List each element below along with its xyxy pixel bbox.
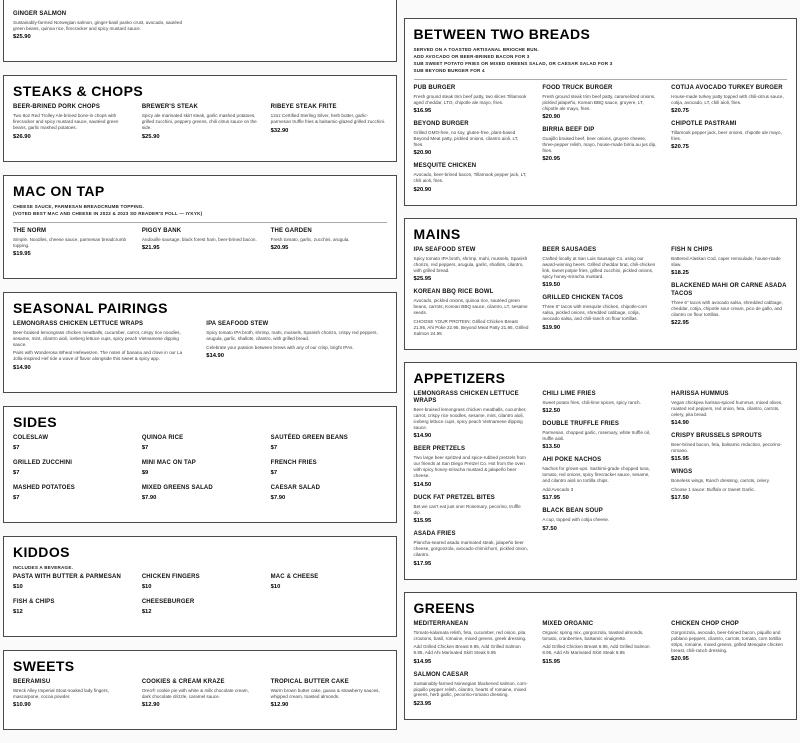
section-title: MAC ON TAP (13, 182, 105, 199)
item-price: $15.95 (413, 518, 432, 525)
item-price: $7 (13, 444, 20, 451)
item-price: $7.50 (542, 525, 557, 532)
section-column (414, 391, 530, 574)
section-column (271, 679, 387, 717)
menu-item (271, 485, 387, 501)
menu-item (414, 495, 530, 524)
item-note: Celebrate your passion between brews with any of our crisp, bright IPAs. (206, 344, 354, 350)
section-column (671, 85, 787, 200)
section-column (13, 104, 129, 148)
section-subtitle: (VOTED BEST MAC AND CHEESE IN 2022 & 2023 SD READER'S POLL — IYKYK) (13, 210, 203, 216)
item-name: DOUBLE TRUFFLE FRIES (542, 421, 619, 428)
section-column (142, 679, 258, 717)
item-name: DUCK FAT PRETZEL BITES (413, 494, 495, 501)
item-name: LEMONGRASS CHICKEN LETTUCE WRAPS (413, 390, 519, 405)
menu-item (671, 621, 787, 662)
menu-item (13, 599, 129, 615)
item-name: WINGS (671, 469, 693, 476)
menu-item (13, 11, 193, 40)
section-subtitle: CHEESE SAUCE, PARMESAN BREADCRUMB TOPPING. (13, 203, 144, 209)
item-description: Oreo® cookie pie with white & milk chocolate cream, dark chocolate drizzle, caramel sauce. (141, 687, 249, 699)
item-note: Add Grilled Chicken Breast 6.95, Add Grilled Salmon 8.95, Add Ahi Marinated Skirt Steak 9.95 (542, 644, 650, 656)
item-name: COTIJA AVOCADO TURKEY BURGER (671, 84, 783, 91)
item-name: BLACK BEAN SOUP (542, 508, 603, 515)
item-description: Fresh tomato, garlic, zucchini, arugula. (270, 236, 350, 242)
item-name: IPA SEAFOOD STEW (206, 321, 269, 328)
item-price: $32.90 (270, 127, 289, 134)
menu-section (3, 175, 397, 279)
item-description: Beer-brined bacon, feta, balsamic reduction, pecorino-romano. (671, 441, 782, 453)
item-name: MEDITERRANEAN (413, 620, 469, 627)
item-price: $14.90 (671, 419, 689, 426)
item-note: Add Grilled Chicken Breast 6.95, Add Grilled Salmon 9.95, Add Ahi Marinated Skirt Steak 9.95 (413, 644, 521, 656)
item-name: AHI POKE NACHOS (542, 457, 602, 464)
item-name: FOOD TRUCK BURGER (542, 84, 613, 91)
item-description: Beer-braised lemongrass chicken meatballs, cucumber, carrot, crispy rice noodles, sesame, mint, cilantro aioli, iceberg lettuce cups, spicy peach Vietnamese dipping sauce. (13, 330, 181, 347)
item-price: $12 (141, 608, 152, 615)
menu-section (3, 406, 397, 523)
item-name: PIGGY BANK (141, 227, 182, 234)
menu-item (271, 460, 387, 476)
section-column (206, 11, 386, 49)
item-description: Organic spring mix, gorgonzola, toasted almonds, tomato, cranberries, balsamic vinaigrette. (542, 629, 644, 641)
item-name: FISH & CHIPS (13, 598, 55, 605)
section-column (142, 228, 258, 266)
section-subtitle: SUB SWEET POTATO FRIES OR MIXED GREENS SALAD, OR CAESAR SALAD FOR 3 (413, 60, 613, 66)
item-name: ASADA FRIES (413, 531, 456, 538)
section-title: SWEETS (13, 657, 75, 674)
item-price: $21.95 (141, 245, 160, 252)
item-price: $23.95 (413, 700, 432, 707)
menu-item (671, 283, 787, 326)
section-column (13, 228, 129, 266)
item-name: MINI MAC ON TAP (141, 459, 196, 466)
item-price: $20.90 (542, 113, 561, 120)
menu-item (271, 104, 387, 133)
item-price: $14.90 (13, 364, 31, 371)
section-subtitle: SUB BEYOND BURGER FOR 4 (413, 67, 485, 73)
item-name: MASHED POTATOES (13, 484, 75, 491)
section-column (271, 574, 387, 624)
section-column (13, 679, 129, 717)
menu-item (142, 104, 258, 139)
item-description: Plancha-seared asada marinated steak, jalapeño beer cheese, gorgonzola, avocado-chimichurri, pickled onion, cilantro. (413, 540, 528, 558)
menu-item (542, 508, 658, 531)
item-price: $14.90 (413, 433, 432, 440)
section-columns (13, 228, 387, 266)
section-columns (414, 85, 788, 200)
menu-item (671, 469, 787, 501)
item-price: $19.90 (542, 324, 561, 331)
section-column (271, 435, 387, 510)
menu-item (13, 104, 129, 139)
section-column (414, 621, 530, 714)
item-description: Parmesan, chopped garlic, rosemary, white truffle oil, truffle aioli. (542, 430, 651, 441)
item-name: GINGER SALMON (13, 11, 67, 17)
menu-item (671, 85, 787, 114)
item-description: Tomato-kalamata relish, feta, cucumber, red onion, pita croutons, basil, romaine, mixed greens, greek dressing. (413, 629, 527, 641)
item-note: Add Avocado 3 (542, 486, 574, 492)
menu-item (13, 485, 129, 501)
section-column (271, 104, 387, 148)
item-price: $19.95 (13, 251, 31, 258)
item-price: $10 (141, 583, 152, 590)
item-price: $12.90 (141, 702, 160, 709)
menu-section (404, 218, 798, 350)
item-name: QUINOA RICE (141, 434, 184, 441)
item-price: $20.75 (671, 144, 689, 151)
menu-item (414, 163, 530, 192)
section-title: BETWEEN TWO BREADS (413, 26, 591, 42)
item-note: CHOOSE YOUR PROTEIN: Grilled Chicken Breast 21.95, Ahi Poke 22.95, Beyond Meat Patty 21.95, Grilled Salmon 24.95 (413, 318, 529, 336)
item-price: $25.90 (13, 34, 31, 41)
item-name: COLESLAW (13, 434, 49, 441)
menu-item (271, 228, 387, 251)
menu-column-left (3, 0, 397, 743)
menu-item (414, 391, 530, 440)
item-price: $12.50 (542, 408, 561, 415)
item-price: $7 (13, 494, 20, 501)
menu-item (271, 679, 387, 708)
item-price: $7 (13, 469, 20, 476)
section-subtitle: SERVED ON A TOASTED ARTISANAL BRIOCHE BUN. (413, 47, 539, 52)
menu-item (542, 247, 658, 288)
item-price: $7.90 (270, 494, 286, 501)
item-name: MESQUITE CHICKEN (413, 163, 477, 170)
item-description: 12oz Certified Sterling Silver, herb butter, garlic-parmesan truffle fries & balsamic-glazed grilled zucchini. (270, 113, 386, 125)
item-price: $15.95 (671, 456, 689, 463)
item-description: Warm brown butter cake, guava & strawberry sauces, whipped cream, toasted almonds. (270, 687, 380, 699)
item-price: $12.90 (270, 702, 289, 709)
menu-item (414, 289, 530, 336)
item-price: $18.25 (671, 270, 689, 277)
item-price: $13.50 (542, 444, 561, 451)
item-price: $10 (13, 583, 23, 590)
item-price: $22.95 (671, 320, 689, 327)
item-price: $17.50 (671, 495, 689, 502)
item-price: $7 (270, 469, 278, 476)
item-price: $26.90 (13, 133, 31, 140)
item-price: $15.95 (542, 658, 561, 665)
item-description: Sustainably-farmed Norwegian blackened salmon, corn-piquillo pepper relish, cilantro, hearts of romaine, mixed greens, herb garlic, pecorino-romano dressing. (413, 680, 528, 698)
item-price: $25.95 (413, 276, 432, 283)
item-description: Two large beer spritzed and spice-rubbed pretzels from our friends at San Diego Pretzel Co. Hot from the oven with spicy honey-sriracha mustard & jalapeño beer cheese. (413, 455, 526, 479)
menu-item (142, 599, 258, 615)
item-name: HARISSA HUMMUS (671, 390, 729, 397)
menu-item (671, 391, 787, 426)
item-name: GRILLED CHICKEN TACOS (542, 295, 624, 302)
item-price: $7 (141, 444, 149, 451)
section-column (542, 247, 658, 344)
section-column (542, 621, 658, 714)
item-description: Wreck Alley Imperial Stout-soaked lady fingers, mascarpone, cocoa powder. (13, 687, 109, 699)
section-columns (13, 11, 387, 49)
item-description: Simple. Noodles, cheese sauce, parmesan breadcrumb topping. (13, 236, 127, 248)
menu-item (542, 295, 658, 330)
section-columns (414, 247, 788, 344)
menu-column-right (404, 0, 798, 732)
section-column (13, 11, 193, 49)
menu-item (13, 228, 129, 257)
item-description: Avocado, beer-brined bacon, Tillamook pepper jack, LT, chili aioli, fries. (413, 172, 527, 184)
menu-item (414, 121, 530, 156)
item-description: Bet we can't eat just one! Rosemary, pecorino, truffle dip. (413, 503, 521, 515)
item-name: GRILLED ZUCCHINI (13, 459, 73, 466)
item-note: Pairs with Wonderosa Wheat Hefeweizen. The notes of banana and clove in our La Jolla-inspired Hef ride a wave of flavor alongside this sweet & spicy app. (13, 350, 183, 362)
item-price: $20.95 (542, 156, 561, 163)
item-description: Spicy tomato IPA broth, shrimp, mahi, mussels, Spanish chorizo, crispy red peppers, arugula, garlic, shallots, cilantro, with grilled bread. (206, 330, 378, 342)
item-price: $20.90 (413, 186, 432, 193)
section-title: STEAKS & CHOPS (13, 83, 144, 100)
item-description: Fresh ground steak trim beef patty, caramelized onions, pickled jalapeño, Korean BBQ sauce, gruyere, LT, chipotle ale mayo, fries. (542, 93, 656, 111)
section-columns (414, 621, 788, 714)
menu-section (3, 650, 397, 730)
menu-item (671, 121, 787, 150)
section-column (671, 621, 787, 714)
menu-item (542, 621, 658, 665)
item-name: TROPICAL BUTTER CAKE (270, 678, 349, 685)
item-name: BEER-BRINED PORK CHOPS (13, 104, 100, 111)
item-name: MIXED ORGANIC (542, 620, 594, 627)
item-price: $12 (13, 608, 23, 615)
menu-item (142, 435, 258, 451)
section-subtitle: ADD AVOCADO OR BEER-BRINED BACON FOR 3 (413, 53, 530, 59)
item-description: Grilled GMO-free, no soy, gluten-free, plant-based Beyond Meat patty, pickled onions, cilantro aioli, LT, fries. (413, 130, 519, 147)
item-price: $10 (270, 583, 281, 590)
item-price: $20.90 (413, 150, 432, 157)
menu-item (542, 127, 658, 162)
menu-item (414, 247, 530, 282)
item-name: LEMONGRASS CHICKEN LETTUCE WRAPS (13, 321, 144, 328)
item-name: FRENCH FRIES (270, 459, 317, 466)
section-column (13, 321, 193, 380)
item-name: SAUTÉED GREEN BEANS (270, 434, 348, 441)
menu-item (13, 321, 193, 371)
section-column (206, 321, 386, 380)
menu-item (271, 435, 387, 451)
item-description: Beer-braised lemongrass chicken meatballs, cucumber, carrot, crispy rice noodles, sesame, mint, cilantro aioli, iceberg lettuce cups, spicy peach Vietnamese dipping sauce. (413, 407, 527, 430)
section-title: KIDDOS (13, 543, 70, 560)
item-description: Sweet potato fries, chili-lime spices, spicy ranch. (542, 399, 641, 405)
section-columns (13, 321, 387, 380)
menu-section (404, 18, 798, 206)
item-name: SALMON CAESAR (413, 671, 469, 678)
menu-item (13, 460, 129, 476)
item-name: BREWER'S STEAK (141, 104, 199, 111)
item-price: $20.75 (671, 108, 689, 114)
item-name: MIXED GREENS SALAD (141, 484, 213, 491)
item-description: Boneless wings, Ranch dressing, carrots, celery. (671, 478, 770, 484)
item-description: Nachos for grown-ups. Sashimi-grade chopped tuna, tomato, red onions, spicy firecracker sauce, sesame, and cilantro aioli on tortilla chips. (542, 466, 650, 484)
item-price: $7.90 (141, 494, 157, 501)
menu-section (3, 536, 397, 637)
item-price: $20.95 (270, 245, 289, 252)
section-title: SEASONAL PAIRINGS (13, 300, 168, 317)
item-price: $17.95 (413, 560, 432, 567)
section-column (13, 574, 129, 624)
item-description: Guajillo braised beef, beer onions, gruyere cheese, three-pepper relish, mayo, house-made birria au jus dip, fries. (542, 135, 657, 153)
item-description: Fresh ground steak trim beef patty, two slices Tillamook aged cheddar, LTO, chipotle ale mayo, fries. (413, 93, 527, 105)
menu-item (142, 485, 258, 501)
item-description: Three 6" tacos with avocado salsa, shredded cabbage, cheddar, cotija, chipotle sour cream, pico de gallo, and cilantro on flour tortillas. (671, 299, 783, 317)
item-price: $25.90 (141, 133, 160, 140)
menu-item (142, 460, 258, 476)
menu-item (206, 321, 386, 359)
menu-section (3, 0, 397, 62)
section-column (671, 247, 787, 344)
section-title: GREENS (413, 599, 476, 616)
item-name: FISH N CHIPS (671, 246, 713, 253)
item-description: Two 8oz Red Trolley Ale-brined bone-in chops with firecracker and spicy mustard sauce, sautéed green beans, garlic mashed potatoes. (13, 113, 119, 131)
section-columns (13, 679, 387, 717)
menu-section (404, 592, 798, 720)
section-subtitle: INCLUDES A BEVERAGE. (13, 564, 74, 570)
item-name: CHICKEN CHOP CHOP (671, 620, 739, 627)
menu-item (13, 679, 129, 708)
menu-item (671, 433, 787, 462)
item-price: $14.95 (413, 658, 432, 665)
item-name: BEYOND BURGER (413, 121, 469, 127)
section-columns (13, 435, 387, 510)
menu-section (3, 75, 397, 161)
item-name: CHILI LIME FRIES (542, 390, 596, 397)
item-name: PUB BURGER (413, 84, 456, 91)
item-price: $10.90 (13, 702, 31, 709)
item-description: Spicy ale marinated skirt steak, garlic mashed potatoes, grilled zucchini, peppery greens, chili citrus sauce on the side. (141, 113, 257, 131)
item-name: BEER SAUSAGES (542, 246, 597, 253)
item-price: $19.50 (542, 282, 561, 289)
section-divider (414, 79, 788, 80)
section-column (271, 228, 387, 266)
menu-section (404, 362, 798, 580)
item-name: MAC & CHEESE (270, 573, 319, 580)
menu-item (542, 457, 658, 501)
menu-item (13, 435, 129, 451)
item-description: Three 6" tacos with mesquite chicken, chipotle-corn salsa, pickled onions, shredded cabbage, cotija, avocado salsa, and chili-ranch on flour tortillas. (542, 304, 648, 322)
item-description: Tillamook pepper jack, beer onions, chipotle ale mayo, fries. (671, 130, 782, 141)
item-name: BEER PRETZELS (413, 446, 466, 453)
section-column (414, 247, 530, 344)
item-description: Andouille sausage, black forest ham, beer-brined bacon. (141, 236, 257, 242)
section-columns (13, 104, 387, 148)
menu-item (671, 247, 787, 276)
item-name: RIBEYE STEAK FRITE (270, 104, 337, 111)
section-column (542, 85, 658, 200)
item-name: BEERAMISU (13, 678, 51, 685)
menu-section (3, 292, 397, 393)
item-price: $20.95 (671, 656, 689, 663)
section-column (13, 435, 129, 510)
item-name: BLACKENED MAHI OR CARNE ASADA TACOS (671, 283, 787, 297)
menu-item (414, 672, 530, 707)
section-title: SIDES (13, 413, 58, 430)
menu-item (142, 574, 258, 590)
section-columns (414, 391, 788, 574)
item-name: PASTA WITH BUTTER & PARMESAN (13, 573, 121, 580)
item-name: KOREAN BBQ RICE BOWL (413, 289, 494, 296)
item-description: Spicy tomato IPA broth, shrimp, mahi, mussels, Spanish chorizo, red peppers, arugula, garlic, shallots, cilantro, with grilled bread. (413, 255, 528, 273)
item-price: $16.95 (413, 108, 432, 114)
section-column (542, 391, 658, 574)
item-name: IPA SEAFOOD STEW (413, 246, 476, 253)
item-description: House-made turkey patty topped with chili-citrus sauce, cotija, avocado, LT, chili aioli, fries. (671, 93, 784, 105)
item-price: $9 (141, 469, 149, 476)
section-divider (13, 222, 387, 223)
item-name: CHICKEN FINGERS (141, 573, 200, 580)
item-description: A cup, topped with cotija cheese. (542, 517, 610, 523)
item-description: Vegan chickpea harissa-spiced hummus, mixed olives, roasted red peppers, red onion, feta, cilantro, carrots, celery, pita bread. (671, 399, 783, 417)
item-price: $17.95 (542, 495, 561, 502)
menu-item (414, 85, 530, 114)
menu-item (13, 574, 129, 590)
section-column (142, 104, 258, 148)
menu-item (414, 531, 530, 566)
section-column (414, 85, 530, 200)
item-description: Sustainably-farmed Norwegian salmon, ginger-basil panko crust, avocado, sautéed green beans, quinoa rice, firecracker and spicy mustard sauce. (13, 20, 183, 31)
section-title: APPETIZERS (413, 369, 506, 386)
section-columns (13, 574, 387, 624)
menu-item (271, 574, 387, 590)
section-column (142, 435, 258, 510)
item-name: COOKIES & CREAM KRAZE (141, 678, 225, 685)
item-note: Choose 1 sauce: Buffalo or Sweet Garlic. (671, 486, 756, 492)
menu-item (542, 85, 658, 120)
item-name: BIRRIA BEEF DIP (542, 126, 595, 133)
item-name: CHEESEBURGER (141, 598, 195, 605)
item-price: $14.50 (413, 481, 432, 488)
item-name: THE NORM (13, 227, 47, 234)
menu-item (542, 421, 658, 450)
item-description: Gorgonzola, avocado, beer-brined bacon, piquillo and poblano peppers, cilantro, carrots, tomato, corn tortilla strips, romaine, mixed greens, grilled Mesquite chicken breast, chili-ranch dressing. (671, 629, 783, 653)
item-name: CAESAR SALAD (270, 484, 321, 491)
menu-item (414, 446, 530, 487)
item-price: $7 (270, 444, 278, 451)
item-name: CHIPOTLE PASTRAMI (671, 121, 737, 127)
section-column (671, 391, 787, 574)
menu-item (142, 228, 258, 251)
item-price: $14.90 (206, 352, 224, 359)
item-name: CRISPY BRUSSELS SPROUTS (671, 432, 762, 439)
menu-item (414, 621, 530, 665)
menu-item (542, 391, 658, 414)
section-column (142, 574, 258, 624)
item-description: Avocado, pickled onions, quinoa rice, sautéed green beans, carrots, Korean BBQ sauce, cilantro, LT, sesame seeds. (413, 298, 528, 316)
menu-item (142, 679, 258, 708)
item-description: Battered Alaskan Cod, caper remoulade, house-made slaw. (671, 255, 781, 267)
section-title: MAINS (413, 225, 461, 242)
item-description: Crafted locally at San Luis Sausage Co. using our award-winning beers. Grilled cheddar brat, chili-chicken link, sweet potpie fries, grilled zucchini, pickled onions, spicy honey-sriracha mustard. (542, 255, 656, 279)
item-name: THE GARDEN (270, 227, 312, 234)
